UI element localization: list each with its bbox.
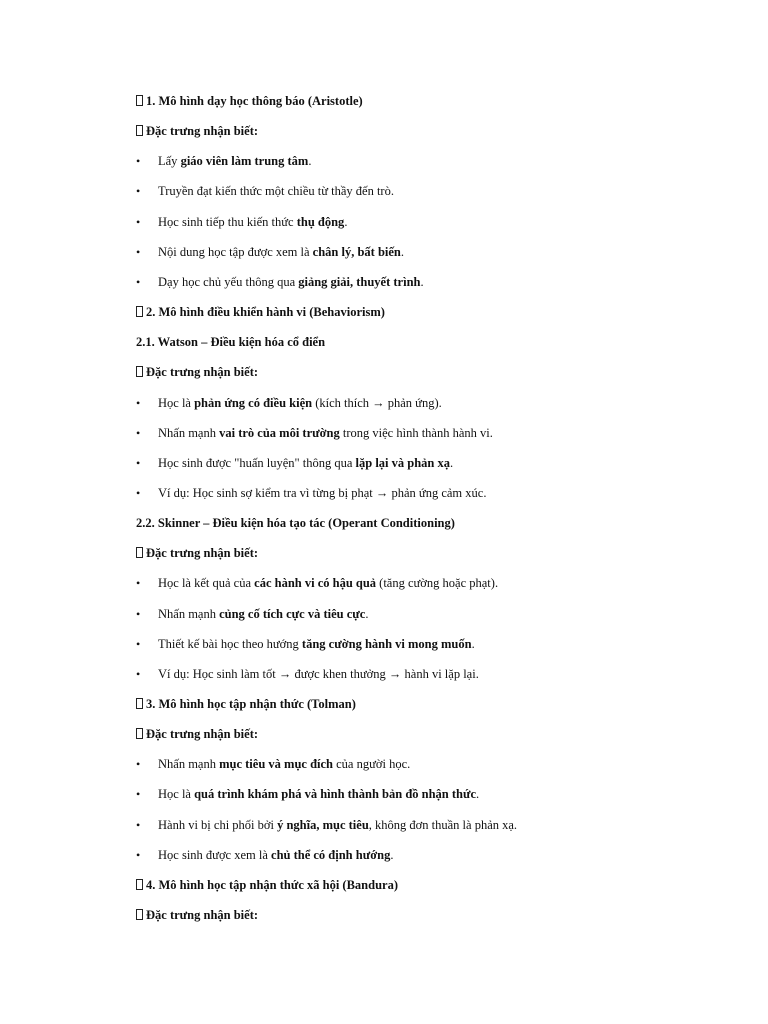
section-heading (136, 907, 258, 923)
text-run: (kích thích → phản ứng). (312, 395, 442, 410)
bold-text: giảng giải, thuyết trình (298, 274, 421, 289)
text-run: Học sinh tiếp thu kiến thức (158, 214, 297, 229)
text-run: . (471, 636, 475, 651)
bold-text: thụ động (296, 214, 345, 229)
bold-text: Đặc trưng nhận biết: (146, 908, 259, 923)
text-run: Truyền đạt kiến thức một chiều từ thầy đến trò. (158, 184, 394, 199)
text-run: Học sinh được xem là (158, 847, 272, 862)
bold-text: chủ thể có định hướng (271, 847, 391, 862)
bold-text: chân lý, bất biến (312, 244, 401, 259)
section-heading (136, 93, 363, 109)
text-run: . (450, 455, 454, 470)
bold-text: 2.2. Skinner – Điều kiện hóa tạo tác (Operant Conditioning) (136, 516, 455, 531)
bullet-icon: • (136, 485, 141, 500)
text-run: . (476, 787, 480, 802)
bullet-item (136, 183, 394, 199)
bullet-icon: • (136, 847, 141, 862)
bold-text: 4. Mô hình học tập nhận thức xã hội (Bandura) (146, 877, 399, 892)
bullet-icon: • (136, 455, 141, 470)
bullet-icon: • (136, 787, 141, 802)
bold-text: Đặc trưng nhận biết: (146, 727, 259, 742)
bullet-icon: • (136, 817, 141, 832)
bullet-item (136, 425, 493, 441)
bullet-icon: • (136, 395, 141, 410)
bullet-item (136, 214, 348, 230)
bold-text: tăng cường hành vi mong muốn (301, 636, 472, 651)
bullet-item (136, 485, 487, 501)
bullet-item (136, 636, 475, 652)
bullet-item (136, 606, 369, 622)
text-run: Nhấn mạnh (158, 757, 220, 772)
text-run: . (420, 274, 424, 289)
text-run: Học là (158, 395, 195, 410)
bullet-icon: • (136, 576, 141, 591)
text-run: trong việc hình thành hành vi. (339, 425, 493, 440)
bold-text: phản ứng có điều kiện (194, 395, 313, 410)
section-heading (136, 726, 258, 742)
bold-text: Đặc trưng nhận biết: (146, 546, 259, 561)
bullet-icon: • (136, 666, 141, 681)
text-run: . (344, 214, 348, 229)
bullet-item (136, 244, 405, 260)
text-run: Nhấn mạnh (158, 425, 220, 440)
text-run: Dạy học chủ yếu thông qua (158, 274, 299, 289)
text-run: Thiết kế bài học theo hướng (158, 636, 302, 651)
text-run: . (390, 847, 394, 862)
text-run: Lấy (158, 154, 181, 169)
bold-text: mục tiêu và mục đích (219, 757, 333, 772)
text-run: , không đơn thuần là phản xạ. (368, 817, 518, 832)
text-run: . (308, 154, 312, 169)
bullet-icon: • (136, 244, 141, 259)
missing-glyph-icon (136, 366, 143, 377)
bold-text: các hành vi có hậu quả (254, 576, 377, 591)
missing-glyph-icon (136, 306, 143, 317)
text-run: Ví dụ: Học sinh làm tốt → được khen thưởng → hành vi lặp lại. (158, 666, 479, 681)
missing-glyph-icon (136, 909, 143, 920)
bold-text: quá trình khám phá và hình thành bản đồ nhận thức (194, 787, 477, 802)
text-run: Học là (158, 787, 195, 802)
text-run: Nội dung học tập được xem là (158, 244, 313, 259)
section-heading (136, 364, 258, 380)
bullet-item (136, 395, 442, 411)
bullet-item (136, 153, 312, 169)
bullet-icon: • (136, 274, 141, 289)
bold-text: Đặc trưng nhận biết: (146, 365, 259, 380)
bold-text: lặp lại và phản xạ (355, 455, 451, 470)
missing-glyph-icon (136, 698, 143, 709)
bullet-icon: • (136, 606, 141, 621)
bullet-item (136, 575, 499, 591)
bold-text: 2. Mô hình điều khiển hành vi (Behaviorism) (146, 305, 385, 320)
section-heading (136, 515, 455, 531)
bold-text: ý nghĩa, mục tiêu (277, 817, 369, 832)
bullet-item (136, 817, 518, 833)
text-run: Hành vi bị chi phối bởi (158, 817, 278, 832)
missing-glyph-icon (136, 95, 143, 106)
section-heading (136, 545, 258, 561)
section-heading (136, 304, 385, 320)
missing-glyph-icon (136, 728, 143, 739)
bullet-item (136, 786, 480, 802)
bullet-item (136, 666, 479, 682)
bold-text: 2.1. Watson – Điều kiện hóa cổ điển (136, 335, 326, 350)
text-run: của người học. (333, 757, 411, 772)
bullet-item (136, 274, 424, 290)
bullet-icon: • (136, 425, 141, 440)
section-heading (136, 123, 258, 139)
missing-glyph-icon (136, 547, 143, 558)
text-run: Ví dụ: Học sinh sợ kiểm tra vì từng bị phạt → phản ứng cảm xúc. (158, 485, 487, 500)
text-run: Học sinh được "huấn luyện" thông qua (158, 455, 356, 470)
bullet-item (136, 847, 394, 863)
text-run: Nhấn mạnh (158, 606, 220, 621)
bullet-item (136, 756, 411, 772)
section-heading (136, 696, 356, 712)
bullet-item (136, 455, 454, 471)
bullet-icon: • (136, 757, 141, 772)
bullet-icon: • (136, 214, 141, 229)
text-run: (tăng cường hoặc phạt). (376, 576, 499, 591)
section-heading (136, 334, 325, 350)
section-heading (136, 877, 398, 893)
missing-glyph-icon (136, 125, 143, 136)
bold-text: 1. Mô hình dạy học thông báo (Aristotle) (146, 94, 363, 108)
bullet-icon: • (136, 636, 141, 651)
text-run: . (400, 244, 405, 259)
bold-text: Đặc trưng nhận biết: (146, 124, 259, 139)
missing-glyph-icon (136, 879, 143, 890)
bold-text: củng cố tích cực và tiêu cực (219, 606, 366, 621)
text-run: Học là kết quả của (158, 576, 255, 591)
bold-text: 3. Mô hình học tập nhận thức (Tolman) (146, 697, 356, 711)
bold-text: giáo viên làm trung tâm (180, 154, 309, 169)
text-run: . (365, 606, 369, 621)
bullet-icon: • (136, 154, 141, 169)
bullet-icon: • (136, 184, 141, 199)
bold-text: vai trò của môi trường (219, 425, 340, 440)
